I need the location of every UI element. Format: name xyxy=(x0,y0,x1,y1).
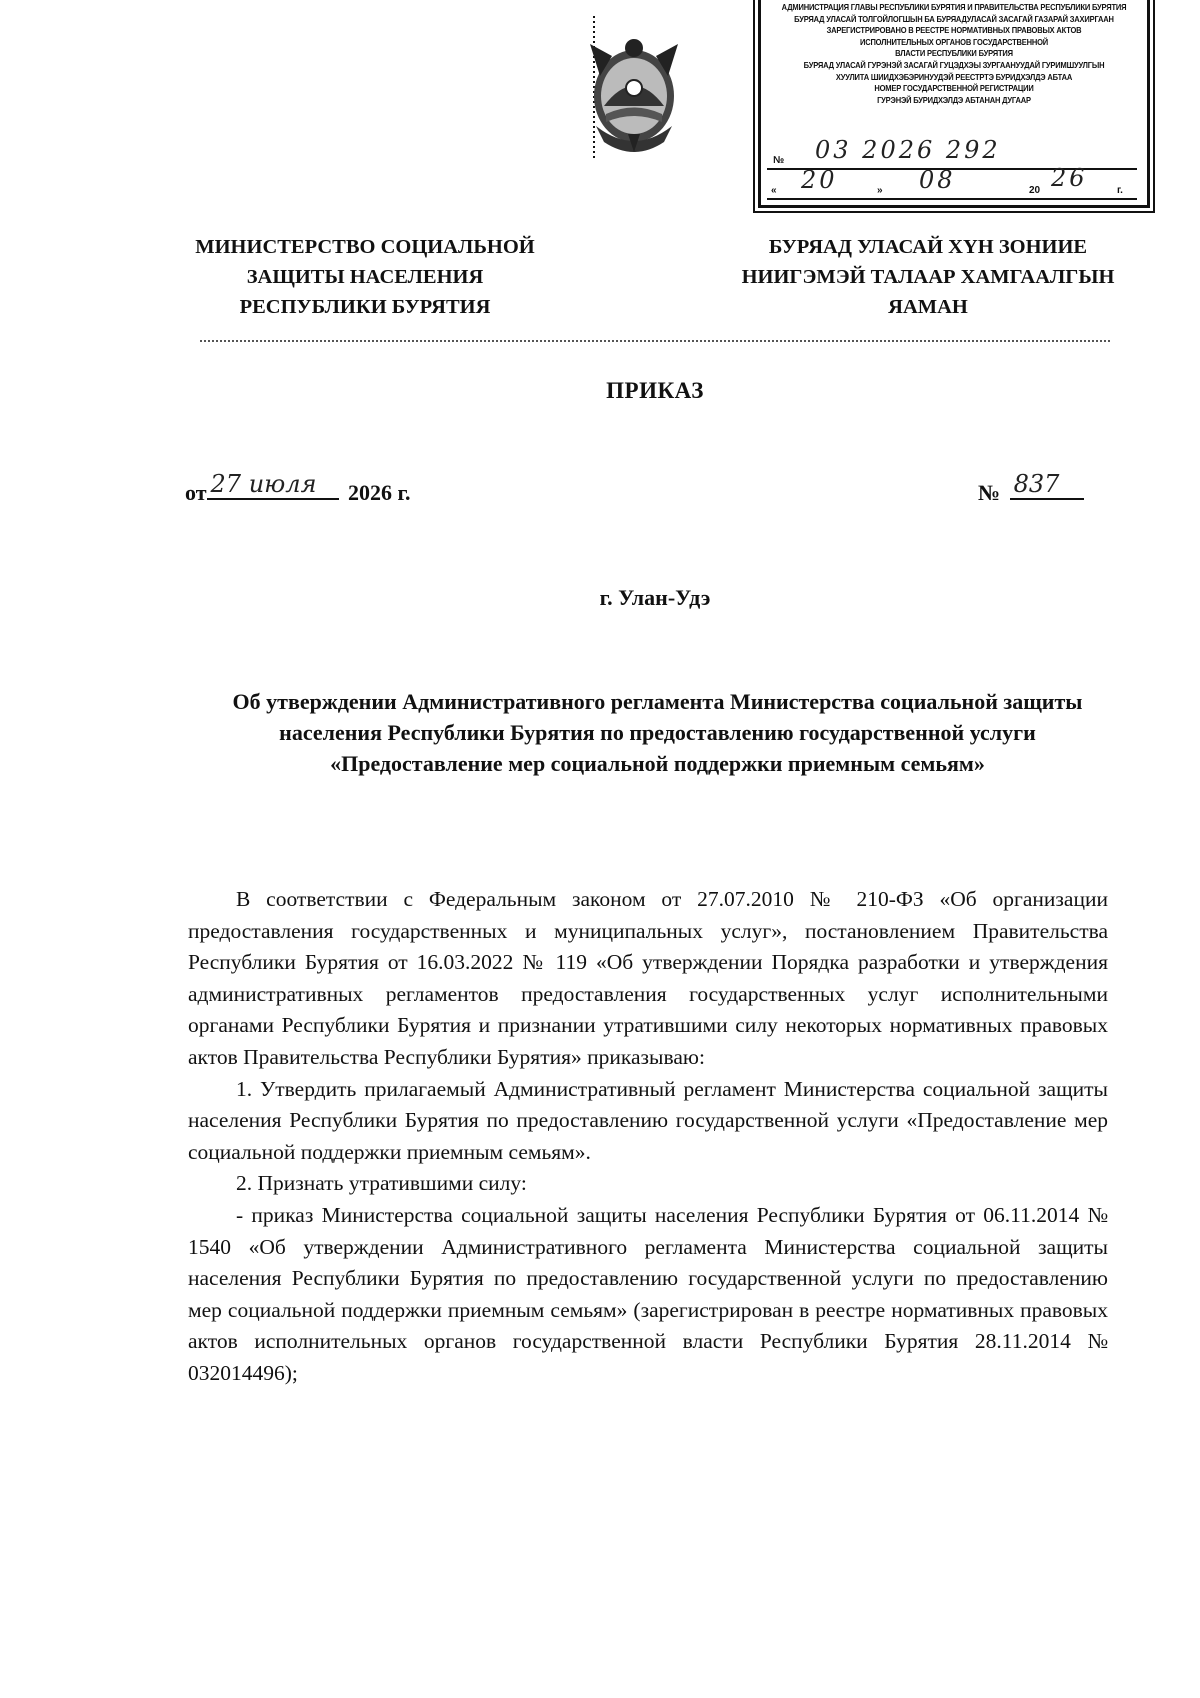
order-date xyxy=(185,470,411,506)
date-handwritten: 27 июля xyxy=(210,470,317,498)
body-paragraph: 2. Признать утратившими силу: xyxy=(236,1171,527,1196)
date-prefix: от xyxy=(185,480,207,505)
header-line: ЯАМАН xyxy=(888,296,968,318)
header-line: РЕСПУБЛИКИ БУРЯТИЯ xyxy=(239,296,491,318)
stamp-line: ИСПОЛНИТЕЛЬНЫХ ОРГАНОВ ГОСУДАРСТВЕННОЙ xyxy=(859,37,1049,47)
stamp-line: ХУУЛИТА ШИИДХЭБЭРИНУУДЭЙ РЕЕСТРТЭ БУРИДХЭЛДЭ АБТАА xyxy=(835,72,1073,82)
body-paragraph: 1. Утвердить прилагаемый Административный регламент Министерства социальной защиты населения Республики Бурятия по предоставлению государственной услуги «Предоставление мер социальной поддержки приемным семьям». xyxy=(188,1076,1108,1164)
header-line: НИИГЭМЭЙ ТАЛААР ХАМГААЛГЫН xyxy=(741,266,1115,288)
order-body xyxy=(188,884,1108,1390)
header-line: ЗАЩИТЫ НАСЕЛЕНИЯ xyxy=(246,266,484,288)
city-line: г. Улан-Удэ xyxy=(599,585,711,610)
number-prefix: № xyxy=(978,480,1001,505)
ministry-header-buryat xyxy=(718,232,1138,322)
stamp-line: ЗАРЕГИСТРИРОВАНО В РЕЕСТРЕ НОРМАТИВНЫХ ПРАВОВЫХ АКТОВ xyxy=(826,26,1082,36)
stamp-line: ГУРЭНЭЙ БУРИДХЭЛДЭ АБТАНАН ДУГААР xyxy=(877,95,1031,105)
stamp-line: БУРЯАД УЛАСАЙ ГУРЭНЭЙ ЗАСАГАЙ ГУЦЭДХЭЫ ЗУРГААНУУДАЙ ГУРИМШУУЛГЫН xyxy=(803,60,1105,70)
stamp-line: БУРЯАД УЛАСАЙ ТОЛГОЙЛОГШЫН БА БУРЯАДУЛАСАЙ ЗАСАГАЙ ГАЗАРАЙ ЗАХИРГААН xyxy=(794,14,1114,24)
body-paragraph: В соответствии с Федеральным законом от 27.07.2010 № 210-ФЗ «Об организации предоставления государственных и муниципальных услуг», постановлением Правительства Республики Бурятия от 16.03.2022 № 119 «Об утверждении Порядка разработки и утверждения административных регламентов предоставления государственных услуг исполнительными органами Республики Бурятия и признании утратившими силу некоторых нормативных правовых актов Правительства Республики Бурятия» приказываю: xyxy=(188,887,1108,1069)
stamp-line: ВЛАСТИ РЕСПУБЛИКИ БУРЯТИЯ xyxy=(895,49,1013,59)
stamp-date-day: 20 xyxy=(801,166,838,194)
date-year: 2026 г. xyxy=(348,480,411,505)
number-handwritten-field xyxy=(1010,470,1084,500)
stamp-date-suffix: г. xyxy=(1117,185,1123,196)
coat-of-arms-emblem xyxy=(588,8,678,178)
order-subject: Об утверждении Административного регламента Министерства социальной защиты населения Республики Бурятия по предоставлению государственной услуги «Предоставление мер социальной поддержки приемным семьям» xyxy=(232,689,1083,776)
header-line: МИНИСТЕРСТВО СОЦИАЛЬНОЙ xyxy=(195,236,535,258)
stamp-registration-number: 03 2026 292 xyxy=(815,136,1001,164)
stamp-number-label: № xyxy=(773,155,785,166)
number-handwritten: 837 xyxy=(1013,470,1060,498)
body-paragraph: - приказ Министерства социальной защиты населения Республики Бурятия от 06.11.2014 № 1540 «Об утверждении Административного регламента Министерства социальной защиты населения Республики Бурятия по предоставлению государственной услуги по предоставлению мер социальной поддержки приемным семьям» (зарегистрирован в реестре нормативных правовых актов исполнительных органов государственной власти Республики Бурятия 28.11.2014 № 032014496); xyxy=(188,1202,1108,1385)
stamp-line: НОМЕР ГОСУДАРСТВЕННОЙ РЕГИСТРАЦИИ xyxy=(874,84,1034,94)
registration-stamp xyxy=(758,0,1150,208)
stamp-line: АДМИНИСТРАЦИЯ ГЛАВЫ РЕСПУБЛИКИ БУРЯТИЯ И ПРАВИТЕЛЬСТВА РЕСПУБЛИКИ БУРЯТИЯ xyxy=(781,3,1127,12)
stamp-date-month: 08 xyxy=(919,166,956,194)
ministry-header-russian xyxy=(175,232,555,322)
header-divider xyxy=(200,340,1110,342)
document-type-title: ПРИКАЗ xyxy=(606,378,704,403)
date-handwritten-field xyxy=(207,470,339,500)
order-number xyxy=(978,470,1084,506)
stamp-year-prefix: 20 xyxy=(1029,185,1041,196)
stamp-date-year: 26 xyxy=(1051,164,1088,192)
header-line: БУРЯАД УЛАСАЙ ХYН ЗОНИИЕ xyxy=(768,236,1088,258)
stamp-registration-date-row: « 20 » 08 20 26 г. xyxy=(767,172,1137,200)
